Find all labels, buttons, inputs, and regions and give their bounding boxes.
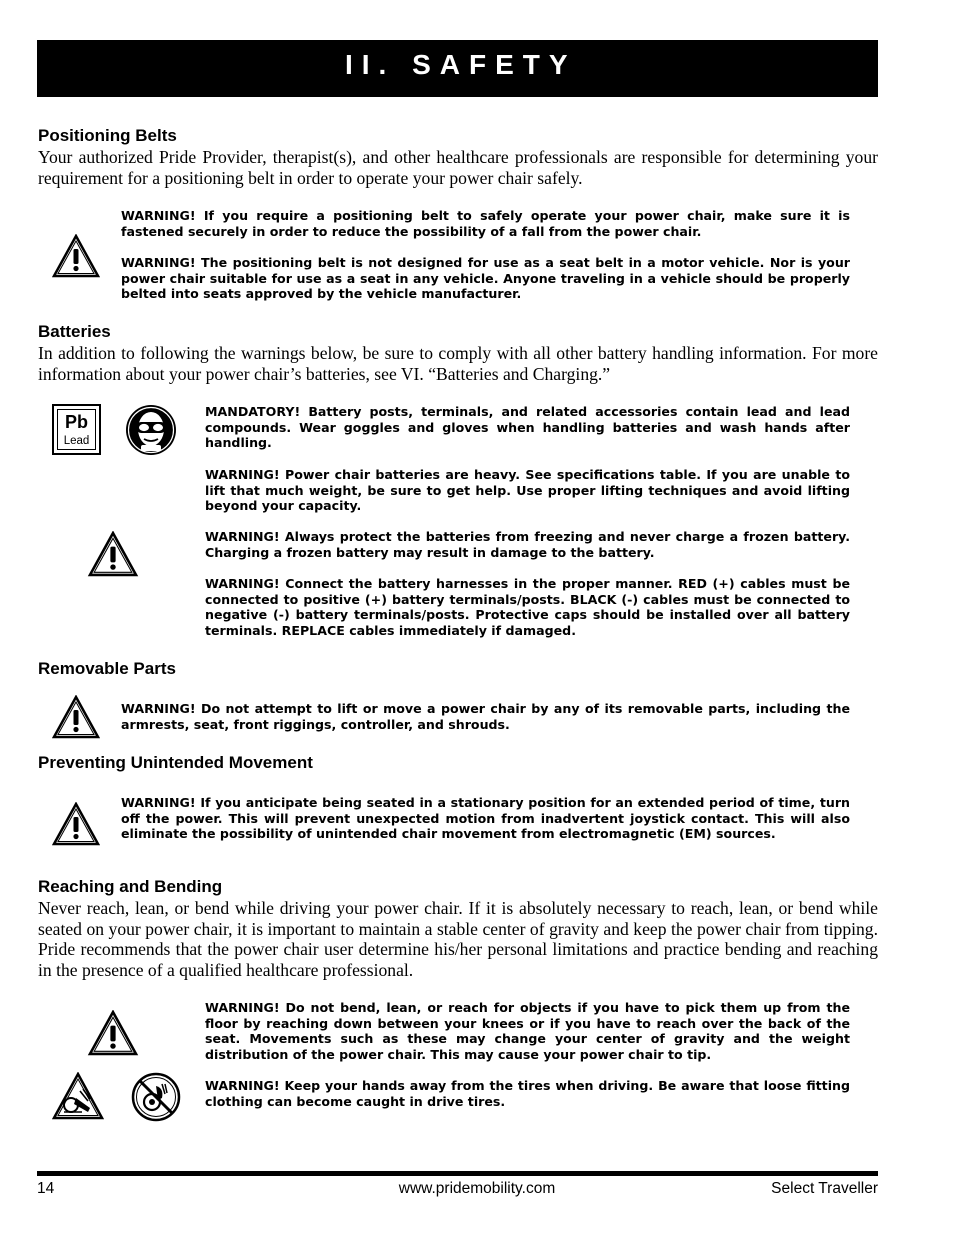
warning-text: WARNING! Do not bend, lean, or reach for objects if you have to pick them up from the floor by reaching down between your knees or if you have to reach over the back of the seat. Movements such as these may change your center of gravity and the weight distribution of the power chair. This may cause your power chair to tip. — [205, 1000, 850, 1063]
heading-positioning-belts: Positioning Belts — [38, 126, 177, 145]
warning-triangle-icon — [52, 802, 100, 846]
lead-pb-icon — [52, 404, 101, 455]
warning-triangle-icon — [52, 234, 100, 278]
warning-text: WARNING! Always protect the batteries from freezing and never charge a frozen battery. Charging a frozen battery may result in damage to the battery. — [205, 529, 850, 560]
mandatory-text: MANDATORY! Battery posts, terminals, and related accessories contain lead and lead compounds. Wear goggles and gloves when handling batteries and wash hands after handling. — [205, 404, 850, 451]
warning-text: WARNING! Power chair batteries are heavy. See specifications table. If you are unable to lift that much weight, be sure to get help. Use proper lifting techniques and avoid lifting beyond your capacity. — [205, 467, 850, 514]
paragraph-reaching-bending: Never reach, lean, or bend while driving your power chair. If it is absolutely necessary to reach, lean, or bend while seated on your power chair, it is important to maintain a stable center of gravity and keep the power chair from tipping. Pride recommends that the power chair user determine his/her personal limitations and practice bending and reaching in the presence of a qualified healthcare professional. — [38, 898, 878, 980]
footer-website: www.pridemobility.com — [398, 1180, 556, 1197]
warning-text: WARNING! The positioning belt is not designed for use as a seat belt in a motor vehicle. Nor is your power chair suitable for use as a seat in any vehicle. Anyone traveling in a vehicle should be properly belted into seats approved by the vehicle manufacturer. — [121, 255, 850, 302]
warning-triangle-icon — [87, 1010, 139, 1056]
paragraph-positioning-belts: Your authorized Pride Provider, therapist(s), and other healthcare professionals are responsible for determining your requirement for a positioning belt in order to operate your power chair safely. — [38, 147, 878, 188]
page-number: 14 — [37, 1180, 55, 1197]
footer-rule — [37, 1171, 878, 1176]
hand-pinch-hazard-icon — [52, 1072, 104, 1120]
goggles-mandatory-icon — [125, 404, 177, 456]
warning-text: WARNING! Do not attempt to lift or move a power chair by any of its removable parts, including the armrests, seat, front riggings, controller, and shrouds. — [121, 701, 850, 732]
lead-label: Lead — [63, 435, 90, 447]
lead-symbol: Pb — [64, 412, 88, 432]
warning-text: WARNING! If you anticipate being seated in a stationary position for an extended period of time, turn off the power. This will prevent unexpected motion from inadvertent joystick contact. This will also eliminate the possibility of unintended chair movement from electromagnetic (EM) sources. — [121, 795, 850, 842]
warning-text: WARNING! Connect the battery harnesses in the proper manner. RED (+) cables must be connected to positive (+) battery terminals/posts. BLACK (-) cables must be connected to negative (-) battery terminals/posts. Protective caps should be installed over all battery terminals. REPLACE cables immediately if damaged. — [205, 576, 850, 639]
warning-text: WARNING! Keep your hands away from the tires when driving. Be aware that loose fitting clothing can become caught in drive tires. — [205, 1078, 850, 1109]
footer-product: Select Traveller — [771, 1180, 878, 1197]
heading-unintended-movement: Preventing Unintended Movement — [38, 753, 313, 772]
heading-removable-parts: Removable Parts — [38, 659, 176, 678]
warning-text: WARNING! If you require a positioning belt to safely operate your power chair, make sure it is fastened securely in order to reduce the possibility of a fall from the power chair. — [121, 208, 850, 239]
warning-triangle-icon — [87, 531, 139, 577]
heading-batteries: Batteries — [38, 322, 111, 341]
warning-triangle-icon — [52, 695, 100, 739]
section-title-banner — [37, 40, 878, 97]
paragraph-batteries: In addition to following the warnings below, be sure to comply with all other battery handling information. For more information about your power chair’s batteries, see VI. “Batteries and Charging.” — [38, 343, 878, 384]
heading-reaching-bending: Reaching and Bending — [38, 877, 223, 896]
section-title: II. SAFETY — [345, 49, 577, 80]
no-hands-in-tire-icon — [131, 1072, 181, 1122]
